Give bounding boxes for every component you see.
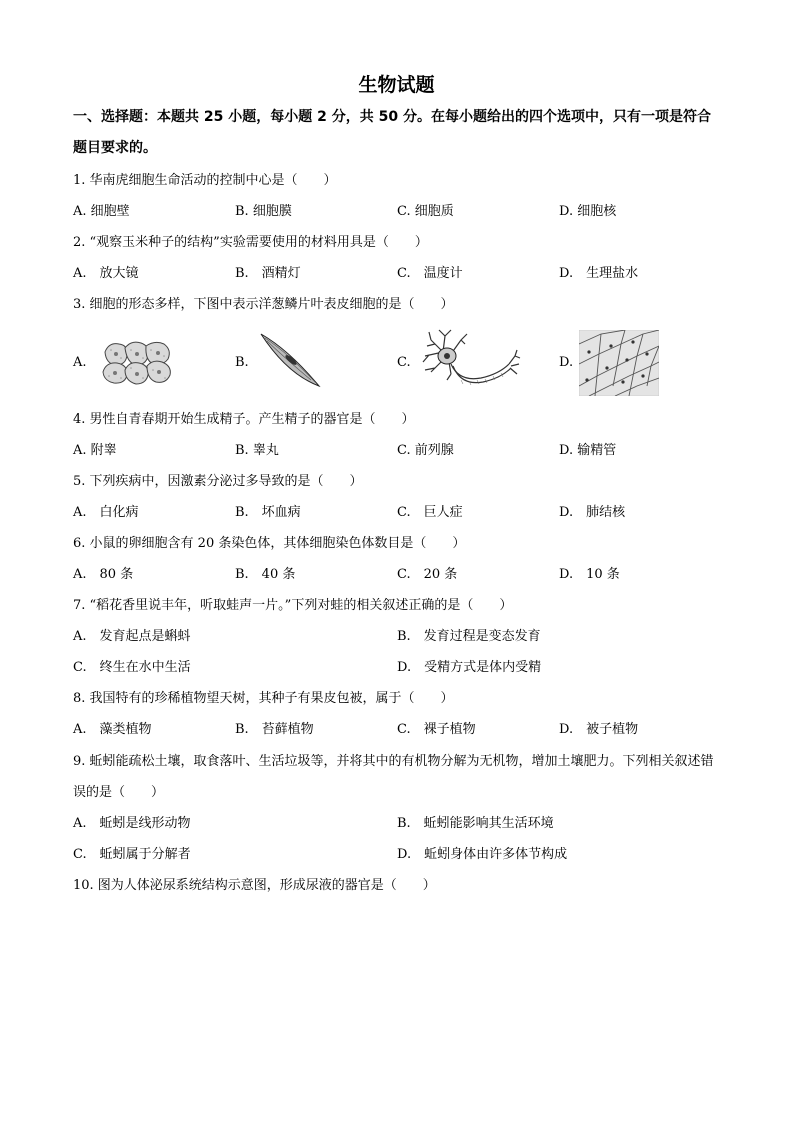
option-d: D. 细胞核: [559, 204, 617, 219]
question-5-stem: 5. 下列疾病中，因激素分泌过多导致的是（ ）: [73, 474, 363, 489]
option-b-label: B.: [235, 355, 249, 370]
question-6-stem: 6. 小鼠的卵细胞含有 20 条染色体，其体细胞染色体数目是（ ）: [73, 536, 466, 551]
option-a: A. 发育起点是蝌蚪: [73, 629, 191, 644]
question-9-options-row1: [73, 815, 733, 833]
option-d: D. 肺结核: [559, 505, 626, 520]
option-a: A. 藻类植物: [73, 722, 152, 737]
question-3-image-options: [73, 328, 733, 400]
spindle-cell-image: [259, 332, 323, 390]
section-heading: 一、选择题：本题共 25 小题，每小题 2 分，共 50 分。在每小题给出的四个选项中，只有一项是符合题目要求的。: [73, 109, 711, 156]
option-c: C. 终生在水中生活: [73, 660, 191, 675]
option-d: D. 受精方式是体内受精: [397, 660, 542, 675]
option-c: C. 前列腺: [397, 443, 454, 458]
option-d: D. 蚯蚓身体由许多体节构成: [397, 847, 568, 862]
option-d: D. 输精管: [559, 443, 617, 458]
question-8-stem: 8. 我国特有的珍稀植物望天树，其种子有果皮包被，属于（ ）: [73, 691, 454, 706]
option-b: B. 40 条: [235, 567, 296, 582]
option-b: B. 苔藓植物: [235, 722, 314, 737]
option-d-label: D.: [559, 355, 574, 370]
question-2-stem: 2. “观察玉米种子的结构”实验需要使用的材料用具是（ ）: [73, 235, 428, 250]
option-b: B. 发育过程是变态发育: [397, 629, 541, 644]
option-a: A. 放大镜: [73, 266, 139, 281]
option-c: C. 蚯蚓属于分解者: [73, 847, 191, 862]
option-a: A. 80 条: [73, 567, 134, 582]
option-b: B. 蚯蚓能影响其生活环境: [397, 816, 554, 831]
option-a: A. 白化病: [73, 505, 139, 520]
neuron-image: [421, 328, 521, 394]
question-7-stem: 7. “稻花香里说丰年，听取蛙声一片。”下列对蛙的相关叙述正确的是（ ）: [73, 598, 513, 613]
question-9-options-row2: [73, 846, 733, 864]
question-5-options: [73, 504, 733, 522]
option-c-label: C.: [397, 355, 411, 370]
question-4-stem: 4. 男性自青春期开始生成精子。产生精子的器官是（ ）: [73, 412, 415, 427]
onion-epidermis-image: [579, 330, 659, 396]
option-b: B. 睾丸: [235, 443, 279, 458]
option-a: A. 附睾: [73, 443, 117, 458]
question-2-options: [73, 265, 733, 283]
option-b: B. 酒精灯: [235, 266, 301, 281]
question-1-stem: 1. 华南虎细胞生命活动的控制中心是（ ）: [73, 173, 337, 188]
option-d: D. 生理盐水: [559, 266, 639, 281]
option-c: C. 巨人症: [397, 505, 463, 520]
question-1-options: [73, 203, 733, 221]
question-9-stem: 9. 蚯蚓能疏松土壤，取食落叶、生活垃圾等，并将其中的有机物分解为无机物，增加土壤肥力。下列相关叙述错误的是（ ）: [73, 754, 714, 800]
question-6-options: [73, 566, 733, 584]
question-7-options-row2: [73, 659, 733, 677]
option-a: A. 细胞壁: [73, 204, 130, 219]
option-c: C. 20 条: [397, 567, 458, 582]
page-title: 生物试题: [358, 74, 435, 96]
question-10-stem: 10. 图为人体泌尿系统结构示意图，形成尿液的器官是（ ）: [73, 878, 436, 893]
option-d: D. 10 条: [559, 567, 620, 582]
option-c: C. 细胞质: [397, 204, 454, 219]
animal-cells-image: [101, 338, 176, 386]
option-c: C. 温度计: [397, 266, 463, 281]
option-a: A. 蚯蚓是线形动物: [73, 816, 191, 831]
question-4-options: [73, 442, 733, 460]
question-7-options-row1: [73, 628, 733, 646]
option-b: B. 细胞膜: [235, 204, 292, 219]
option-b: B. 坏血病: [235, 505, 301, 520]
question-3-stem: 3. 细胞的形态多样，下图中表示洋葱鳞片叶表皮细胞的是（ ）: [73, 297, 454, 312]
question-8-options: [73, 721, 733, 739]
option-c: C. 裸子植物: [397, 722, 476, 737]
option-d: D. 被子植物: [559, 722, 639, 737]
option-a-label: A.: [73, 355, 87, 370]
